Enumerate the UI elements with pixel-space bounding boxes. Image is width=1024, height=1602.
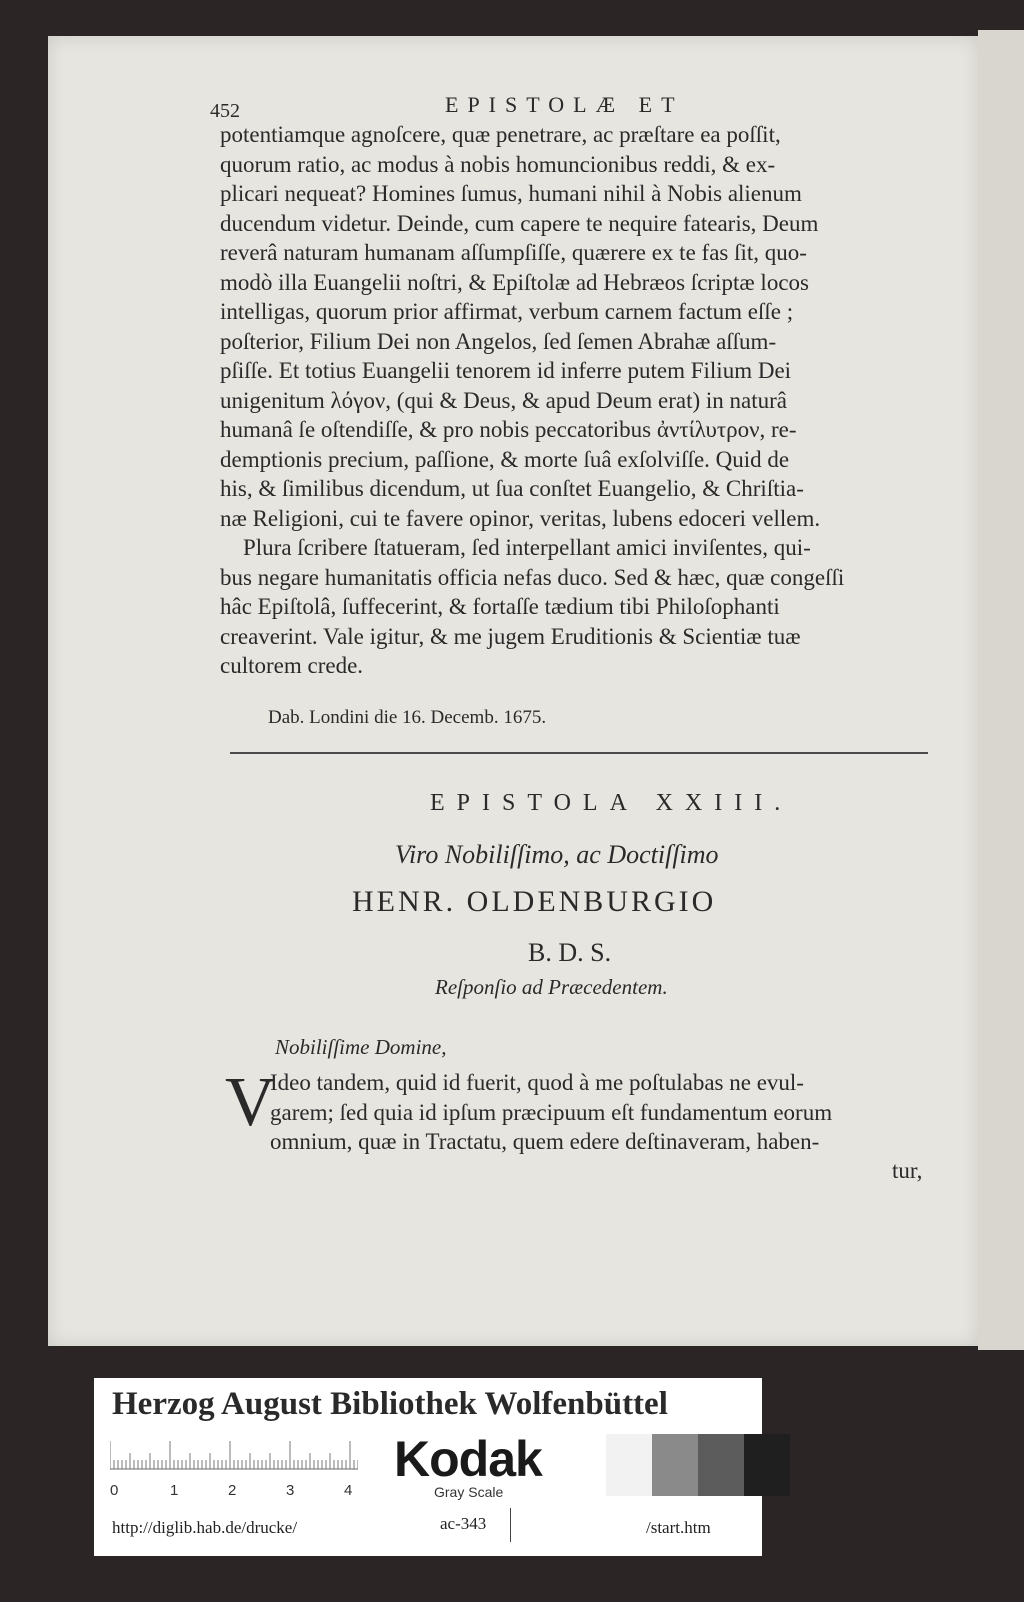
body-text [220, 120, 940, 681]
catchword: tur, [892, 1158, 923, 1183]
page-number: 452 [210, 100, 240, 122]
body-line: poſterior, Filium Dei non Angelos, ſed ſemen Abrahæ aſſum- [220, 328, 777, 354]
ruler-scale [110, 1440, 358, 1470]
body-line: plicari nequeat? Homines ſumus, humani nihil à Nobis alienum [220, 181, 802, 206]
body-line: his, & ſimilibus dicendum, ut ſua conſtet Euangelio, & Chriſtia- [220, 476, 804, 501]
library-name: Herzog August Bibliothek Wolfenbüttel [112, 1386, 668, 1422]
body-line: unigenitum λόγον, (qui & Deus, & apud Deum erat) in naturâ [220, 387, 787, 413]
body-line: bus negare humanitatis officia nefas duco. Sed & hæc, quæ congeſſi [220, 564, 845, 590]
body-line: humanâ ſe oſtendiſſe, & pro nobis peccatoribus ἀντίλυτρον, re- [220, 417, 797, 442]
body-line: hâc Epiſtolâ, ſuffecerint, & fortaſſe tædium tibi Philoſophanti [220, 594, 780, 619]
letter-line: garem; ſed quia id ipſum præcipuum eſt fundamentum eorum [270, 1099, 833, 1125]
ruler-number: 0 [110, 1482, 119, 1499]
salutation-title: Viro Nobiliſſimo, ac Doctiſſimo [395, 840, 719, 869]
library-url: http://diglib.hab.de/drucke/ [112, 1518, 298, 1537]
recipient-name: HENR. OLDENBURGIO [352, 885, 717, 918]
running-head: EPISTOLÆ ET [445, 92, 684, 117]
body-line: intelligas, quorum prior affirmat, verbum carnem factum eſſe ; [220, 299, 794, 324]
gray-scale-label: Gray Scale [434, 1484, 504, 1500]
start-page-url: /start.htm [646, 1518, 711, 1537]
divider [510, 1508, 511, 1542]
body-line: cultorem crede. [220, 653, 364, 678]
body-line: quorum ratio, ac modus à nobis homuncionibus reddi, & ex- [220, 151, 776, 177]
date-line: Dab. Londini die 16. Decemb. 1675. [268, 707, 547, 728]
ruler-number: 1 [170, 1482, 179, 1499]
body-line: potentiamque agnoſcere, quæ penetrare, ac præſtare ea poſſit, [220, 122, 781, 147]
letter-line: omnium, quæ in Tractatu, quem edere deſtinaveram, haben- [270, 1129, 820, 1154]
body-line: ducendum videtur. Deinde, cum capere te nequire fatearis, Deum [220, 210, 819, 236]
ruler-number: 3 [286, 1482, 295, 1499]
gray-swatch [744, 1434, 790, 1496]
body-line: modò illa Euangelii noſtri, & Epiſtolæ ad Hebræos ſcriptæ locos [220, 269, 809, 295]
gray-swatch [652, 1434, 698, 1496]
response-note: Reſponſio ad Præcedentem. [435, 975, 668, 999]
epistola-heading: EPISTOLA XXIII. [430, 790, 793, 816]
ruler-number: 2 [228, 1482, 237, 1499]
body-line: Plura ſcribere ſtatueram, ſed interpellant amici inviſentes, qui- [220, 535, 811, 560]
body-line: creaverint. Vale igitur, & me jugem Eruditionis & Scientiæ tuæ [220, 623, 801, 649]
call-number: ac-343 [440, 1514, 487, 1533]
signature: B. D. S. [528, 938, 612, 967]
gray-swatch [698, 1434, 744, 1496]
greeting: Nobiliſſime Domine, [275, 1035, 447, 1059]
ruler-number: 4 [344, 1482, 353, 1499]
section-divider [230, 752, 928, 754]
page-edge [978, 30, 1024, 1350]
drop-cap: V [225, 1064, 276, 1141]
body-line: pſiſſe. Et totius Euangelii tenorem id inferre putem Filium Dei [220, 358, 792, 383]
letter-line: Ideo tandem, quid id fuerit, quod à me poſtulabas ne evul- [270, 1070, 804, 1095]
body-line: reverâ naturam humanam aſſumpſiſſe, quærere ex te fas ſit, quo- [220, 240, 807, 265]
gray-swatch [606, 1434, 652, 1496]
library-color-card [94, 1378, 762, 1556]
gray-scale-swatches [606, 1434, 790, 1496]
body-line: næ Religioni, cui te favere opinor, veritas, lubens edoceri vellem. [220, 505, 821, 531]
body-line: demptionis precium, paſſione, & morte ſuâ exſolviſſe. Quid de [220, 446, 790, 472]
letter-text [270, 1068, 940, 1157]
kodak-logo: Kodak [394, 1431, 542, 1487]
